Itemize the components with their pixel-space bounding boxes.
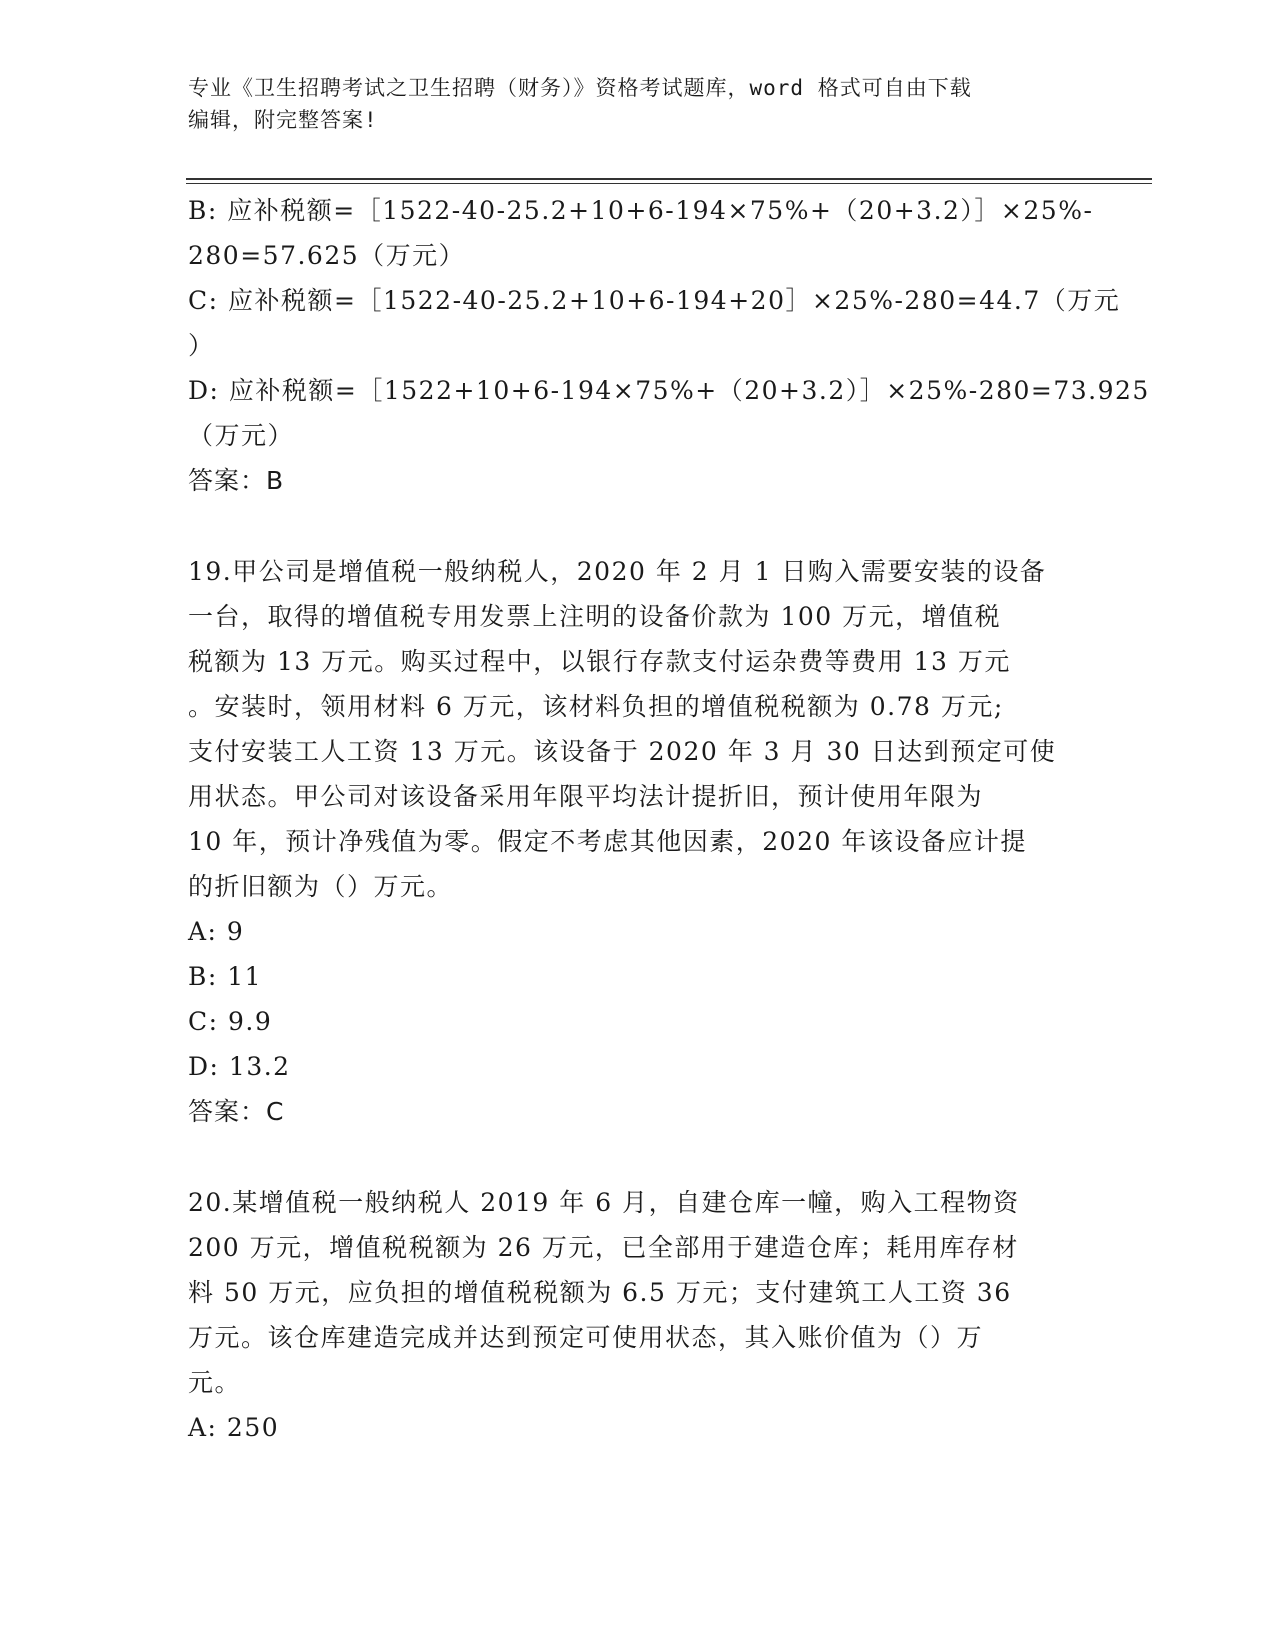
q19-option-b: B: 11 bbox=[188, 962, 263, 991]
header-line-2: 编辑，附完整答案! bbox=[188, 108, 378, 132]
q20-option-a: A: 250 bbox=[188, 1413, 280, 1442]
prev-question-answer: 答案：B bbox=[188, 466, 285, 495]
q20-stem-line: 料 50 万元，应负担的增值税税额为 6.5 万元；支付建筑工人工资 36 bbox=[188, 1278, 1012, 1307]
page-header bbox=[188, 72, 1068, 136]
q19-stem-line: 用状态。甲公司对该设备采用年限平均法计提折旧，预计使用年限为 bbox=[188, 782, 984, 811]
q19-stem-line: 税额为 13 万元。购买过程中，以银行存款支付运杂费等费用 13 万元 bbox=[188, 647, 1011, 676]
option-b-line-2: 280=57.625（万元） bbox=[188, 241, 466, 270]
q19-stem-line: 的折旧额为（）万元。 bbox=[188, 872, 454, 901]
q19-option-d: D: 13.2 bbox=[188, 1052, 291, 1081]
q19-stem-line: 19.甲公司是增值税一般纳税人，2020 年 2 月 1 日购入需要安装的设备 bbox=[188, 557, 1047, 586]
q19-stem-line: 。安装时，领用材料 6 万元，该材料负担的增值税税额为 0.78 万元; bbox=[188, 692, 1004, 721]
q19-stem-line: 一台，取得的增值税专用发票上注明的设备价款为 100 万元，增值税 bbox=[188, 602, 1002, 631]
q20-stem-line: 元。 bbox=[188, 1368, 242, 1397]
header-rule-thick bbox=[186, 178, 1152, 180]
q20-stem-line: 200 万元，增值税税额为 26 万元，已全部用于建造仓库；耗用库存材 bbox=[188, 1233, 1019, 1262]
option-d-line-2: （万元） bbox=[188, 421, 295, 450]
q20-stem-line: 万元。该仓库建造完成并达到预定可使用状态，其入账价值为（）万 bbox=[188, 1323, 984, 1352]
option-b-line-1: B: 应补税额=［1522-40-25.2+10+6-194×75%+（20+3.2）］×25%- bbox=[188, 196, 1094, 225]
spacer bbox=[188, 1134, 1088, 1180]
header-line-1: 专业《卫生招聘考试之卫生招聘（财务）》资格考试题库，word 格式可自由下载 bbox=[188, 76, 972, 100]
option-d-line-1: D: 应补税额=［1522+10+6-194×75%+（20+3.2）］×25%-280=73.925 bbox=[188, 376, 1150, 405]
question-20 bbox=[188, 1180, 1088, 1450]
q19-option-a: A: 9 bbox=[188, 917, 245, 946]
spacer bbox=[188, 503, 1088, 549]
q19-stem-line: 10 年，预计净残值为零。假定不考虑其他因素，2020 年该设备应计提 bbox=[188, 827, 1027, 856]
q19-answer: 答案：C bbox=[188, 1097, 285, 1126]
document-body bbox=[188, 188, 1150, 1450]
q19-option-c: C: 9.9 bbox=[188, 1007, 273, 1036]
option-c-line-2: ） bbox=[188, 331, 215, 360]
question-19 bbox=[188, 549, 1088, 1134]
q20-stem-line: 20.某增值税一般纳税人 2019 年 6 月，自建仓库一幢，购入工程物资 bbox=[188, 1188, 1020, 1217]
prev-question-options bbox=[188, 188, 1150, 503]
option-c-line-1: C: 应补税额=［1522-40-25.2+10+6-194+20］×25%-280=44.7（万元 bbox=[188, 286, 1121, 315]
header-rule-thin bbox=[186, 183, 1152, 184]
q19-stem-line: 支付安装工人工资 13 万元。该设备于 2020 年 3 月 30 日达到预定可使 bbox=[188, 737, 1057, 766]
